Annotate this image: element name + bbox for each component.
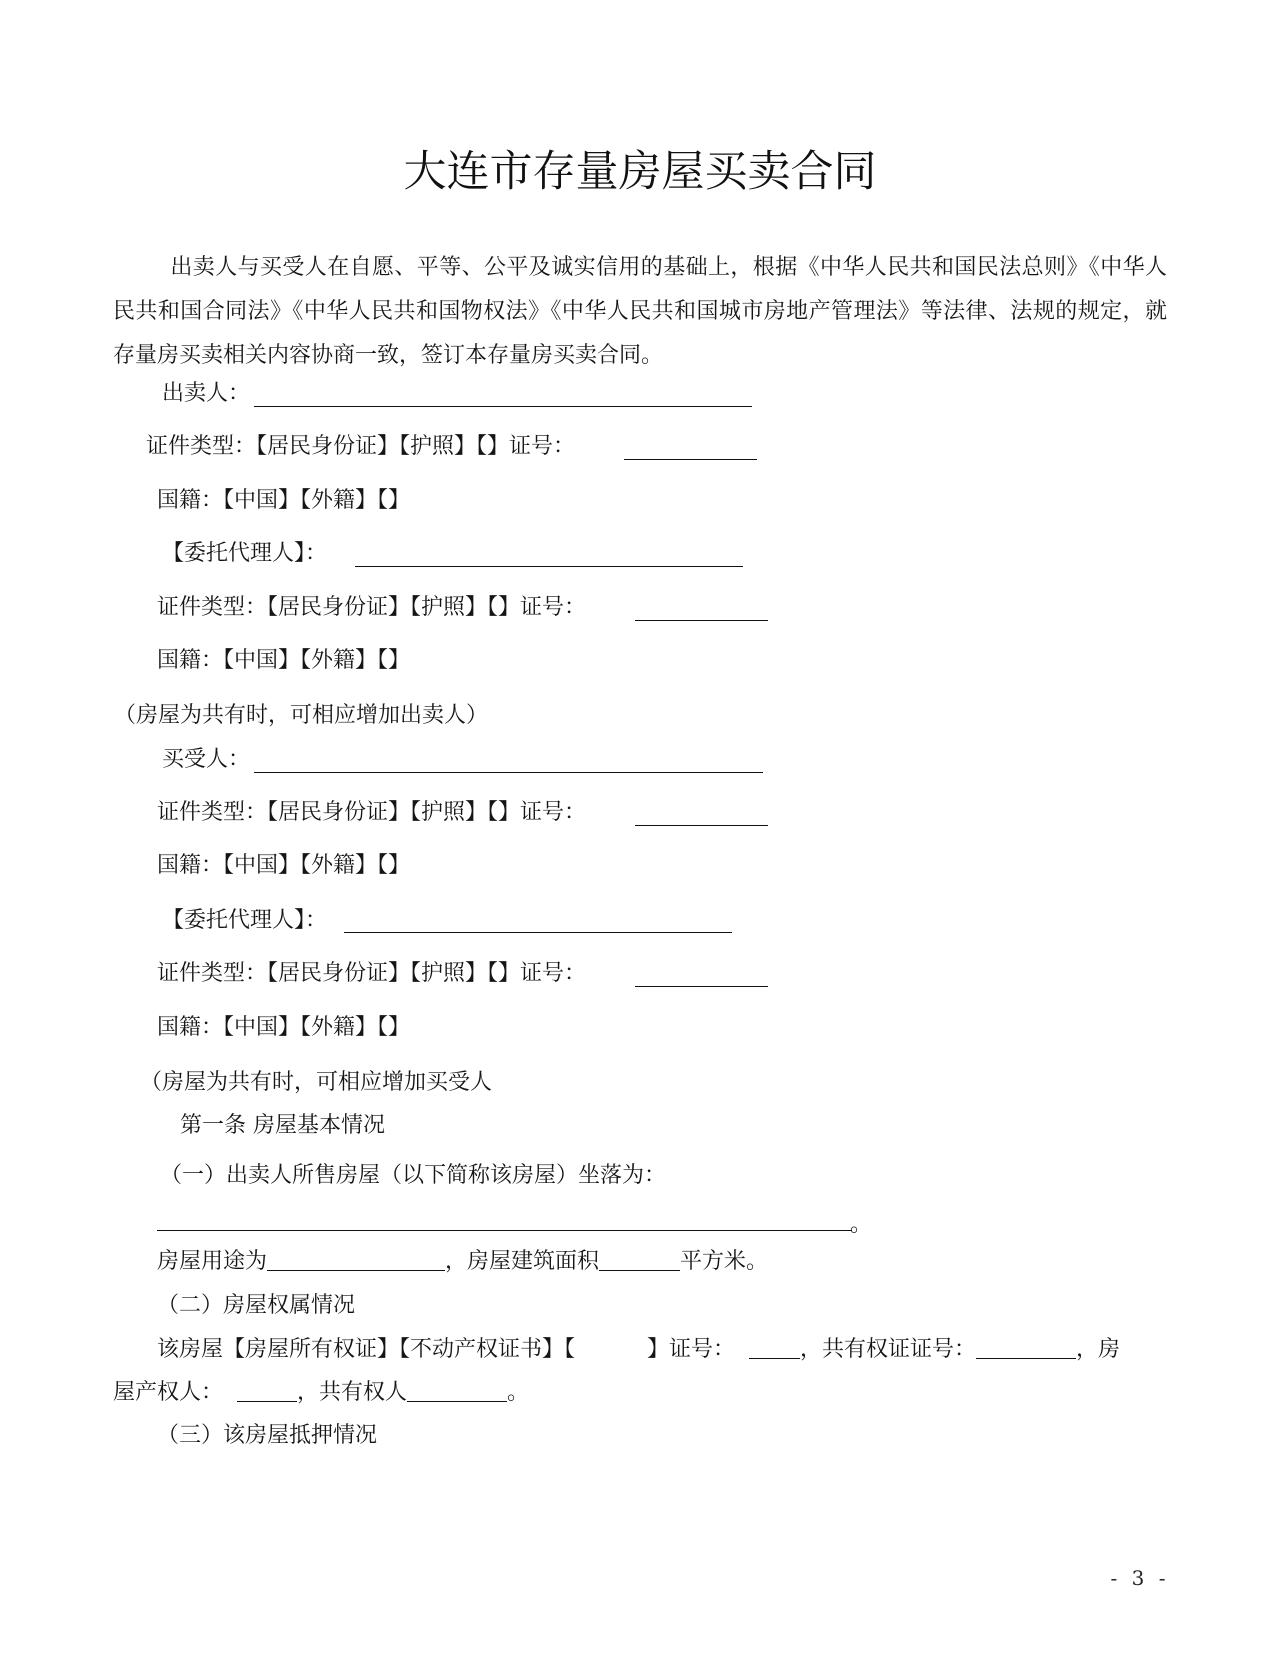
owner-wrap-text: ，房: [1076, 1337, 1121, 1362]
seller-agent-row: [162, 539, 327, 569]
seller-name-field[interactable]: [254, 406, 752, 407]
buyer-name-field[interactable]: [254, 772, 763, 773]
co-owner-label: ，共有权人: [297, 1380, 408, 1405]
buyer-agent-label: 【委托代理人】：: [162, 908, 328, 933]
buyer-note-text: （房屋为共有时，可相应增加买受人: [140, 1070, 493, 1095]
ownership-row: [157, 1335, 1120, 1365]
co-cert-number-field[interactable]: [976, 1336, 1076, 1359]
buyer-row: [162, 745, 250, 775]
buyer-agent-row: [162, 906, 327, 936]
buyer-agent-id-type-row: [157, 959, 586, 989]
article1-item3-text: （三）该房屋抵押情况: [157, 1423, 378, 1448]
preamble-text: 出卖人与买受人在自愿、平等、公平及诚实信用的基础上，根据《中华人民共和国民法总则》《中华人民共和国合同法》《中华人民共和国物权法》《中华人民共和国城市房地产管理法》等法律、法规的规定，就存量房买卖相关内容协商一致，签订本存量房买卖合同。: [113, 255, 1167, 368]
area-label: ，房屋建筑面积: [445, 1249, 600, 1274]
seller-agent-nationality-text: 国籍：【中国】【外籍】【】: [157, 648, 411, 673]
article1-item3: [157, 1421, 377, 1451]
cert-number-field[interactable]: [749, 1336, 800, 1359]
article1-item2-text: （二）房屋权属情况: [157, 1293, 356, 1318]
seller-id-number-field[interactable]: [624, 459, 757, 460]
owner-row: [113, 1378, 529, 1408]
co-cert-label: ，共有权证证号：: [800, 1337, 977, 1362]
buyer-id-type-text: 证件类型：【居民身份证】【护照】【】证号：: [157, 800, 587, 825]
owner-field[interactable]: [237, 1379, 297, 1402]
article1-heading-text: 第一条 房屋基本情况: [180, 1113, 385, 1138]
buyer-agent-nationality-text: 国籍：【中国】【外籍】【】: [157, 1015, 411, 1040]
co-owner-field[interactable]: [407, 1379, 507, 1402]
article1-item2: [157, 1291, 355, 1321]
seller-row: [162, 379, 250, 409]
seller-agent-nationality-row: [157, 646, 410, 676]
document-title: 大连市存量房屋买卖合同: [403, 147, 877, 197]
seller-agent-id-number-field[interactable]: [635, 620, 768, 621]
seller-agent-id-type-row: [157, 593, 586, 623]
seller-agent-name-field[interactable]: [355, 566, 743, 567]
buyer-label: 买受人：: [162, 747, 251, 772]
seller-nationality-text: 国籍：【中国】【外籍】【】: [157, 488, 411, 513]
usage-area-row: [157, 1247, 768, 1277]
buyer-agent-nationality-row: [157, 1013, 410, 1043]
usage-label: 房屋用途为: [157, 1249, 268, 1274]
buyer-nationality-text: 国籍：【中国】【外籍】【】: [157, 853, 411, 878]
property-address-field[interactable]: [157, 1230, 852, 1231]
usage-field[interactable]: [267, 1248, 445, 1271]
seller-id-type-row: [146, 432, 575, 462]
address-end: [850, 1210, 872, 1240]
buyer-note: [140, 1068, 492, 1098]
page-number: - 3 -: [1110, 1566, 1170, 1590]
owner-period: 。: [507, 1380, 530, 1405]
seller-label: 出卖人：: [162, 381, 251, 406]
buyer-agent-id-type-text: 证件类型：【居民身份证】【护照】【】证号：: [157, 961, 587, 986]
area-field[interactable]: [599, 1248, 680, 1271]
area-unit: 平方米。: [680, 1249, 769, 1274]
buyer-nationality-row: [157, 851, 410, 881]
seller-note: [114, 701, 488, 731]
preamble-paragraph: [113, 246, 1167, 378]
seller-note-text: （房屋为共有时，可相应增加出卖人）: [114, 703, 489, 728]
address-end-period: 。: [850, 1212, 873, 1237]
ownership-cert-label: 】证号：: [647, 1337, 736, 1362]
seller-id-type-text: 证件类型：【居民身份证】【护照】【】证号：: [146, 434, 576, 459]
seller-agent-id-type-text: 证件类型：【居民身份证】【护照】【】证号：: [157, 595, 587, 620]
buyer-id-type-row: [157, 798, 586, 828]
ownership-prefix: 该房屋【房屋所有权证】【不动产权证书】【: [157, 1337, 576, 1362]
buyer-agent-id-number-field[interactable]: [635, 986, 768, 987]
owner-label: 屋产权人：: [113, 1380, 224, 1405]
seller-agent-label: 【委托代理人】：: [162, 541, 328, 566]
article1-item1-text: （一）出卖人所售房屋（以下简称该房屋）坐落为：: [160, 1163, 667, 1188]
buyer-agent-name-field[interactable]: [344, 932, 732, 933]
seller-nationality-row: [157, 486, 410, 516]
buyer-id-number-field[interactable]: [635, 825, 768, 826]
article1-heading: [180, 1111, 385, 1141]
article1-item1: [160, 1161, 666, 1191]
